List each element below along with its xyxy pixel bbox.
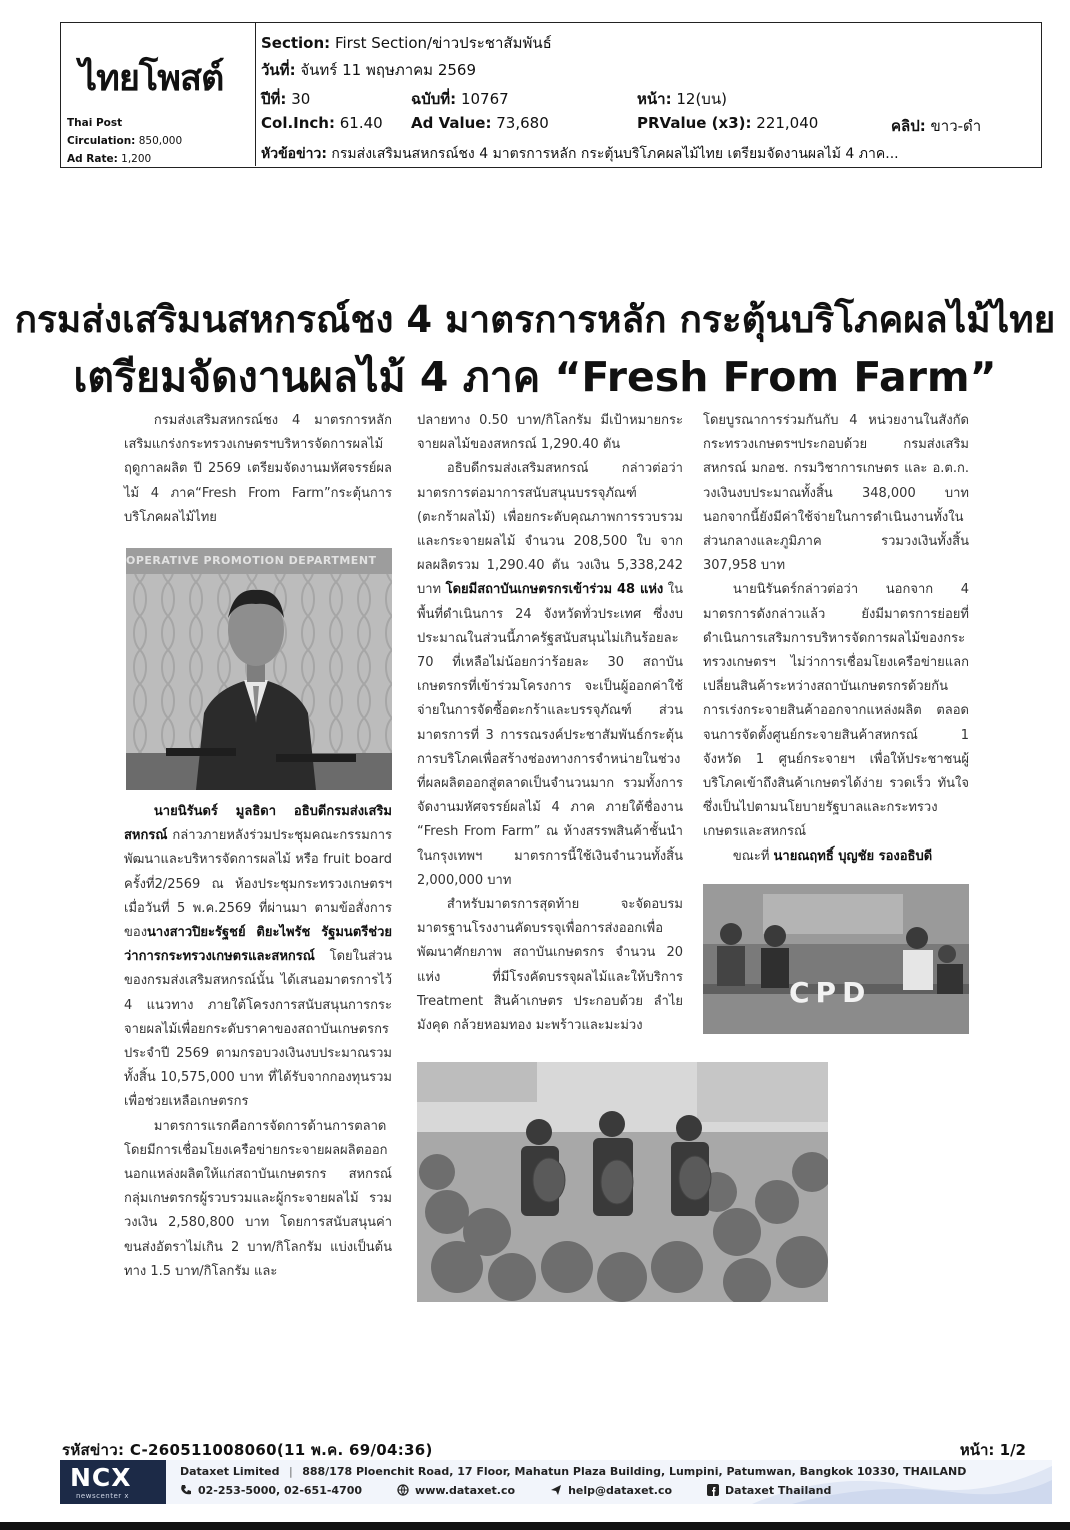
facebook-icon: [707, 1484, 719, 1496]
article-paragraph: อธิบดีกรมส่งเสริมสหกรณ์ กล่าวต่อว่า มาตรการต่อมาการสนับสนุนบรรจุภัณฑ์ (ตะกร้าผลไม้) เพื่อยกระดับคุณภาพการรวบรวมและกระจายผลไม้ จำนวน 208,500 ใบ จากผลผลิตรวม 1,290.40 ตัน วงเงิน 5,338,242 บาท โดยมีสถาบันเกษตรกรเข้าร่วม 48 แห่ง ในพื้นที่ดำเนินการ 24 จังหวัดทั่วประเทศ ซึ่งงบประมาณในส่วนนี้ภาครัฐสนับสนุนไม่เกินร้อยละ 70 ที่เหลือไม่น้อยกว่าร้อยละ 30 สถาบันเกษตรกรที่เข้าร่วมโครงการ จะเป็นผู้ออกค่าใช้จ่ายในการจัดซื้อตะกร้าและบรรจุภัณฑ์ ส่วนมาตรการที่ 3 การรณรงค์ประชาสัมพันธ์กระตุ้นการบริโภคเพื่อสร้างช่องทางการจำหน่ายในช่วงที่ผลผลิตออกสู่ตลาดเป็นจำนวนมาก รวมทั้งการจัดงานมหัศจรรย์ผลไม้ 4 ภาค ภายใต้ชื่องาน “Fresh From Farm” ณ ห้างสรรพสินค้าชั้นนำในกรุงเทพฯ มาตรการนี้ใช้เงินจำนวนทั้งสิ้น 2,000,000 บาท: [417, 461, 683, 888]
globe-icon: [397, 1484, 409, 1496]
article-column-3: [703, 409, 969, 869]
photo-banner-text: OPERATIVE PROMOTION DEPARTMENT: [126, 554, 377, 567]
prvalue-field: PRValue (x3): 221,040: [637, 114, 819, 132]
article-paragraph: ขณะที่ นายณฤทธิ์ บุญชัย รองอธิบดี: [732, 848, 933, 864]
page-field: หน้า: 12(บน): [637, 90, 727, 108]
publication-panel: [61, 23, 256, 166]
headline-field: หัวข้อข่าว: กรมส่งเสริมนสหกรณ์ชง 4 มาตรการหลัก กระตุ้นบริโภคผลไม้ไทย เตรียมจัดงานผลไม้ 4 ภาค...: [261, 146, 899, 162]
article-column-2: [417, 409, 683, 1038]
website-link[interactable]: www.dataxet.co: [415, 1484, 516, 1497]
clipping-header: [60, 22, 1042, 168]
phone-icon: [180, 1484, 192, 1496]
article-headline-line2: เตรียมจัดงานผลไม้ 4 ภาค “Fresh From Farm”: [73, 353, 997, 401]
ncx-logo-subtitle: newscenter x: [76, 1492, 130, 1500]
durian-illustration: [417, 1062, 828, 1302]
article-column-1-body: [124, 800, 392, 1284]
issue-field: ฉบับที่: 10767: [411, 90, 509, 108]
article-paragraph: ปลายทาง 0.50 บาท/กิโลกรัม มีเป้าหมายกระจายผลไม้ของสหกรณ์ 1,290.40 ตัน: [417, 413, 683, 453]
article-paragraph: มาตรการแรกคือการจัดการด้านการตลาด โดยมีการเชื่อมโยงเครือข่ายกระจายผลผลิตออกนอกแหล่งผลิตให้แก่สถาบันเกษตรกร สหกรณ์ กลุ่มเกษตรกรผู้รวบรวมและผู้กระจายผลไม้ รวมวงเงิน 2,580,800 บาท โดยการสนับสนุนค่าขนส่งอัตราไม่เกิน 2 บาท/กิโลกรัม แบ่งเป็นต้นทาง 1.5 บาท/กิโลกรัม และ: [124, 1118, 392, 1279]
colinch-field: Col.Inch: 61.40: [261, 114, 383, 132]
article-headline-line1: กรมส่งเสริมนสหกรณ์ชง 4 มาตรการหลัก กระตุ้นบริโภคผลไม้ไทย: [14, 298, 1056, 341]
press-event-photo: [703, 884, 969, 1034]
company-address: 888/178 Ploenchit Road, 17 Floor, Mahatun Plaza Building, Lumpini, Patumwan, Bangkok 10330, THAILAND: [302, 1465, 967, 1478]
page-number: หน้า: 1/2: [959, 1441, 1026, 1459]
company-address-line: Dataxet Limited | 888/178 Ploenchit Road, 17 Floor, Mahatun Plaza Building, Lumpini, Patumwan, Bangkok 10330, THAILAND: [180, 1465, 967, 1478]
article-paragraph: นายนิรันดร์กล่าวต่อว่า นอกจาก 4 มาตรการดังกล่าวแล้ว ยังมีมาตรการย่อยที่ดำเนินการเสริมการบริหารจัดการผลไม้ของกระทรวงเกษตรฯ ไม่ว่าการเชื่อมโยงเครือข่ายแลกเปลี่ยนสินค้าระหว่างสถาบันเกษตรกรด้วยกัน การเร่งกระจายสินค้าออกจากแหล่งผลิต ตลอดจนการจัดตั้งศูนย์กระจายสินค้าสหกรณ์ 1 จังหวัด 1 ศูนย์กระจายฯ เพื่อให้ประชาชนผู้บริโภคเข้าถึงสินค้าเกษตรได้ง่าย รวดเร็ว ทันใจ ซึ่งเป็นไปตามนโยบายรัฐบาลและกระทรวงเกษตรและสหกรณ์: [703, 582, 969, 840]
company-name: Dataxet Limited: [180, 1465, 280, 1478]
article-column-1-intro: [124, 409, 392, 530]
news-code: รหัสข่าว: C-260511008060(11 พ.ค. 69/04:36): [62, 1441, 433, 1459]
email-link[interactable]: help@dataxet.co: [568, 1484, 673, 1497]
ncx-logo-text: NCX: [70, 1463, 132, 1492]
durian-farm-photo: [417, 1062, 828, 1302]
publication-logo: ไทยโพสต์: [79, 58, 224, 99]
ncx-logo: [60, 1460, 166, 1504]
article-paragraph: สำหรับมาตรการสุดท้าย จะจัดอบรมมาตรฐานโรงงานคัดบรรจุเพื่อการส่งออกเพื่อพัฒนาศักยภาพ สถาบันเกษตรกร จำนวน 20 แห่ง ที่มีโรงคัดบรรจุผลไม้และให้บริการ Treatment สินค้าเกษตร ประกอบด้วย ลำไย มังคุด กล้วยหอมทอง มะพร้าวและมะม่วง: [417, 897, 683, 1034]
page-bottom-bar: [0, 1522, 1070, 1530]
article-paragraph: นายนิรันดร์ มูลธิดา อธิบดีกรมส่งเสริมสหกรณ์ กล่าวภายหลังร่วมประชุมคณะกรรมการพัฒนาและบริหารจัดการผลไม้ หรือ fruit board ครั้งที่2/2569 ณ ห้องประชุมกระทรวงเกษตรฯ เมื่อวันที่ 5 พ.ค.2569 ที่ผ่านมา ตามข้อสั่งการของนางสาวปิยะรัฐชย์ ติยะไพรัช รัฐมนตรีช่วยว่าการกระทรวงเกษตรและสหกรณ์ โดยในส่วนของกรมส่งเสริมสหกรณ์นั้น ได้เสนอมาตรการไว้ 4 แนวทาง ภายใต้โครงการสนับสนุนการกระจายผลไม้เพื่อยกระดับราคาของสถาบันเกษตรกร ประจำปี 2569 ตามกรอบวงเงินงบประมาณรวมทั้งสิ้น 10,575,000 บาท ที่ได้รับจากกองทุนรวมเพื่อช่วยเหลือเกษตรกร: [124, 804, 392, 1110]
section-field: Section: First Section/ข่าวประชาสัมพันธ์: [261, 34, 552, 52]
clip-field: คลิป: ขาว-ดำ: [891, 117, 982, 135]
portrait-illustration: [126, 548, 392, 790]
publication-name: Thai Post: [67, 117, 123, 129]
advalue-field: Ad Value: 73,680: [411, 114, 549, 132]
event-stage-letters: CPD: [789, 976, 872, 1009]
year-field: ปีที่: 30: [261, 90, 311, 108]
director-portrait-photo: [126, 548, 392, 790]
facebook-link[interactable]: Dataxet Thailand: [725, 1484, 832, 1497]
article-intro: กรมส่งเสริมสหกรณ์ชง 4 มาตรการหลักเสริมแกร่งกระทรวงเกษตรฯบริหารจัดการผลไม้ ฤดูกาลผลิต ปี 2569 เตรียมจัดงานมหัศจรรย์ผลไม้ 4 ภาค“Fresh From Farm”กระตุ้นการบริโภคผลไม้ไทย: [124, 413, 392, 525]
ad-rate: Ad Rate: 1,200: [67, 153, 152, 165]
press-event-illustration: [703, 884, 969, 1034]
send-icon: [550, 1484, 562, 1496]
phone-numbers: 02-253-5000, 02-651-4700: [198, 1484, 363, 1497]
provider-footer-bar: [60, 1460, 1052, 1504]
article-paragraph: โดยบูรณาการร่วมกันกับ 4 หน่วยงานในสังกัดกระทรวงเกษตรฯประกอบด้วย กรมส่งเสริมสหกรณ์ มกอช. กรมวิชาการเกษตร และ อ.ต.ก. วงเงินงบประมาณทั้งสิ้น 348,000 บาท นอกจากนี้ยังมีค่าใช้จ่ายในการดำเนินงานทั้งในส่วนกลางและภูมิภาค รวมวงเงินทั้งสิ้น 307,958 บาท: [703, 413, 969, 574]
date-field: วันที่: จันทร์ 11 พฤษภาคม 2569: [261, 61, 477, 79]
circulation: Circulation: 850,000: [67, 135, 183, 147]
contact-line: [180, 1484, 831, 1497]
